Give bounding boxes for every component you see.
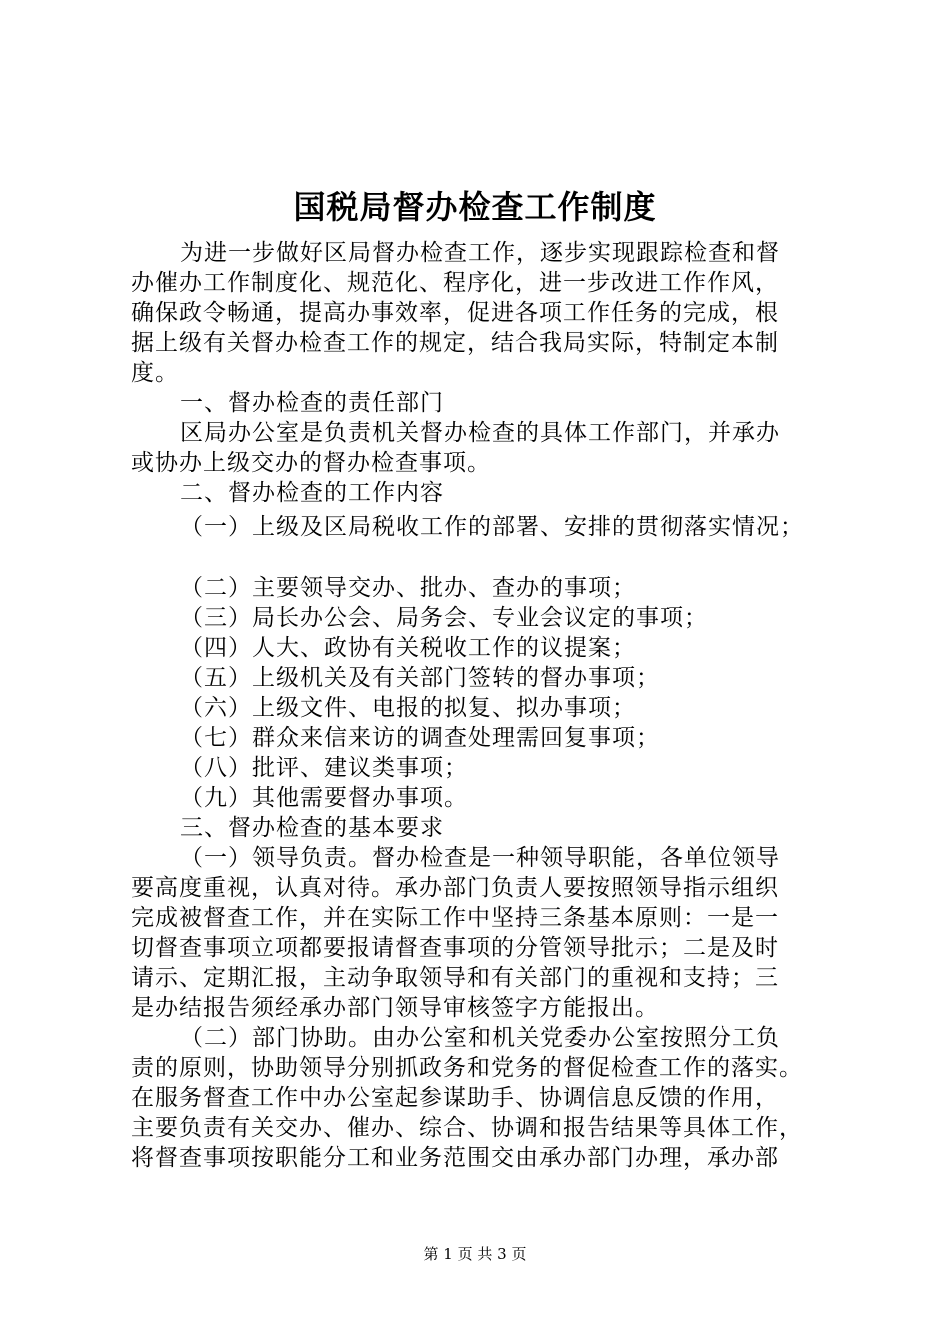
list-item: （九）其他需要督办事项。 [180, 785, 468, 811]
list-item: （五）上级机关及有关部门签转的督办事项； [180, 665, 660, 691]
list-item: （三）局长办公会、局务会、专业会议定的事项； [180, 605, 708, 631]
section-heading: 三、督办检查的基本要求 [180, 815, 444, 841]
list-item: （一）上级及区局税收工作的部署、安排的贯彻落实情况； [180, 514, 804, 540]
list-item: （六）上级文件、电报的拟复、拟办事项； [180, 695, 636, 721]
body-line: 在服务督查工作中办公室起参谋助手、协调信息反馈的作用， [131, 1085, 779, 1111]
body-line: 完成被督查工作，并在实际工作中坚持三条基本原则：一是一 [131, 905, 779, 931]
list-item: （二）主要领导交办、批办、查办的事项； [180, 575, 636, 601]
body-line: 要高度重视，认真对待。承办部门负责人要按照领导指示组织 [131, 875, 779, 901]
body-line: （一）领导负责。督办检查是一种领导职能，各单位领导 [180, 845, 780, 871]
list-item: （八）批评、建议类事项； [180, 755, 468, 781]
body-line: 责的原则，协助领导分别抓政务和党务的督促检查工作的落实。 [131, 1055, 803, 1081]
list-item: （四）人大、政协有关税收工作的议提案； [180, 635, 636, 661]
body-line: 据上级有关督办检查工作的规定，结合我局实际，特制定本制 [131, 330, 779, 356]
body-line: 确保政令畅通，提高办事效率，促进各项工作任务的完成，根 [131, 300, 779, 326]
body-line: 或协办上级交办的督办检查事项。 [131, 450, 491, 476]
body-line: 切督查事项立项都要报请督查事项的分管领导批示；二是及时 [131, 935, 779, 961]
body-line: 为进一步做好区局督办检查工作，逐步实现跟踪检查和督 [180, 240, 780, 266]
body-line: 请示、定期汇报，主动争取领导和有关部门的重视和支持；三 [131, 965, 779, 991]
body-line: 是办结报告须经承办部门领导审核签字方能报出。 [131, 995, 659, 1021]
document-title: 国税局督办检查工作制度 [293, 188, 657, 226]
section-heading: 二、督办检查的工作内容 [180, 480, 444, 506]
body-line: 主要负责有关交办、催办、综合、协调和报告结果等具体工作， [131, 1115, 803, 1141]
body-line: 办催办工作制度化、规范化、程序化，进一步改进工作作风， [131, 270, 779, 296]
section-heading: 一、督办检查的责任部门 [180, 390, 444, 416]
body-line: （二）部门协助。由办公室和机关党委办公室按照分工负 [180, 1025, 780, 1051]
body-line: 区局办公室是负责机关督办检查的具体工作部门，并承办 [180, 420, 780, 446]
body-line: 度。 [131, 360, 179, 386]
page-number-footer: 第 1 页 共 3 页 [423, 1245, 527, 1263]
body-line: 将督查事项按职能分工和业务范围交由承办部门办理，承办部 [131, 1145, 779, 1171]
list-item: （七）群众来信来访的调查处理需回复事项； [180, 725, 660, 751]
